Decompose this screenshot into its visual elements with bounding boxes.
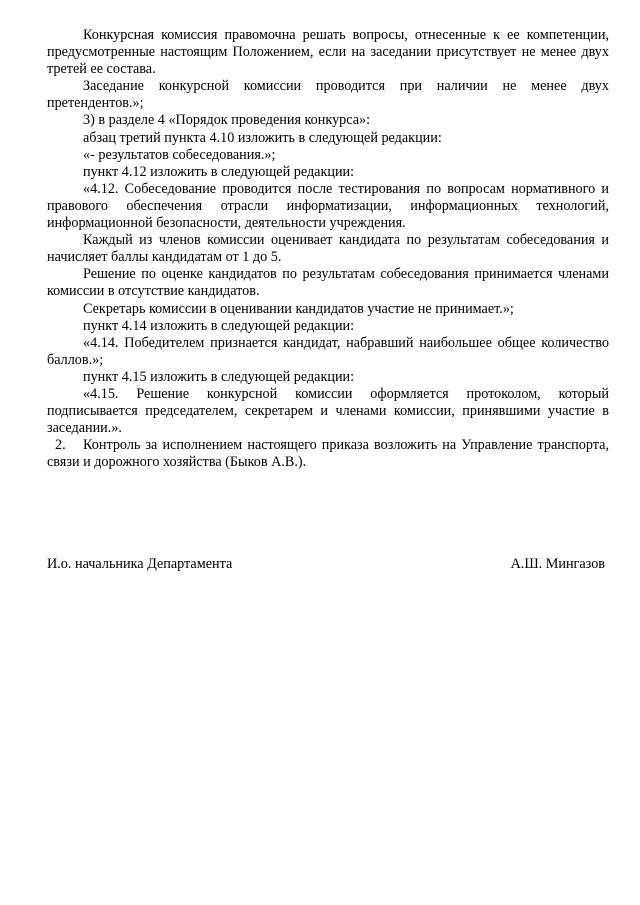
signature-name: А.Ш. Мингазов: [510, 556, 605, 572]
item-2-text: Контроль за исполнением настоящего приказа возложить на Управление транспорта, связи и дорожного хозяйства (Быков А.В.).: [47, 437, 609, 471]
paragraph-item-4-15-intro: пункт 4.15 изложить в следующей редакции:: [83, 368, 355, 385]
document-body: [47, 27, 609, 471]
paragraph-item-4-14-intro: пункт 4.14 изложить в следующей редакции:: [83, 317, 355, 334]
paragraph-commission-quorum: Конкурсная комиссия правомочна решать вопросы, отнесенные к ее компетенции, предусмотренные настоящим Положением, если на заседании присутствует не менее двух третей ее состава.: [47, 27, 609, 78]
signature-position: И.о. начальника Департамента: [47, 556, 233, 572]
paragraph-secretary: Секретарь комиссии в оценивании кандидатов участие не принимает.»;: [83, 300, 514, 317]
paragraph-item-4-15-text: «4.15. Решение конкурсной комиссии оформляется протоколом, который подписывается председателем, секретарем и членами комиссии, принявшими участие в заседании.».: [47, 385, 609, 437]
signature-block: [47, 556, 605, 573]
paragraph-decision: Решение по оценке кандидатов по результатам собеседования принимается членами комиссии в отсутствие кандидатов.: [47, 266, 609, 300]
paragraph-item-4-10-intro: абзац третий пункта 4.10 изложить в следующей редакции:: [83, 129, 442, 146]
paragraph-section-4: 3) в разделе 4 «Порядок проведения конкурса»:: [83, 112, 371, 129]
paragraph-item-4-14-text: «4.14. Победителем признается кандидат, набравший наибольшее общее количество баллов.»;: [47, 334, 609, 368]
paragraph-item-4-12-text: «4.12. Собеседование проводится после тестирования по вопросам нормативного и правового обеспечения отрасли информатизации, информационных технологий, информационной безопасности, деятельности учреждения.: [47, 180, 609, 232]
paragraph-item-4-12-intro: пункт 4.12 изложить в следующей редакции:: [83, 163, 355, 180]
paragraph-item-4-10-text: «- результатов собеседования.»;: [83, 146, 276, 163]
paragraph-commission-meeting: Заседание конкурсной комиссии проводится при наличии не менее двух претендентов.»;: [47, 78, 609, 112]
paragraph-item-2: [47, 437, 609, 471]
paragraph-evaluation: Каждый из членов комиссии оценивает кандидата по результатам собеседования и начисляет баллы кандидатам от 1 до 5.: [47, 232, 609, 266]
item-2-number: 2.: [55, 437, 66, 454]
